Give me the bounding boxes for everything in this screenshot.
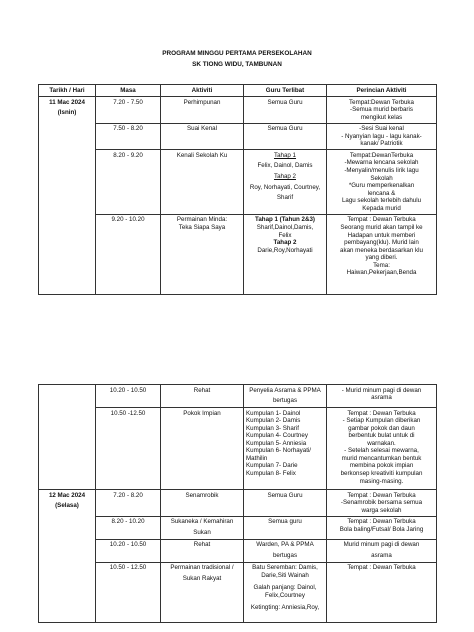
detail-line: Tempat : Dewan Terbuka (347, 216, 416, 224)
aktiviti-cell: Rehat (161, 539, 244, 562)
detail-line: Bola baling/Futsal/ Bola Jaring (339, 525, 424, 533)
teacher-list: Ketingting: Anniesia,Roy, (250, 604, 320, 612)
detail-line: pembayang(klu). Murid lain (344, 239, 419, 247)
teacher-list: Felix, Dainol, Damis (257, 162, 313, 170)
document-title: PROGRAM MINGGU PERTAMA PERSEKOLAHAN (162, 50, 312, 57)
teacher-list: Kumpulan 5- Anniesia (246, 439, 307, 447)
perincian-cell (327, 516, 437, 539)
header-guru: Guru Terlibat (244, 85, 327, 97)
schedule-table-page1 (38, 84, 437, 295)
perincian-cell (327, 539, 437, 562)
day-cell-empty (39, 385, 96, 490)
perincian-cell (327, 150, 437, 215)
detail-line: mengikut kelas (360, 113, 403, 121)
teacher-list: Darie,Siti Wainah (261, 571, 309, 579)
table-row (39, 539, 437, 562)
masa-cell: 10.50 -12.50 (96, 408, 161, 490)
detail-line: berbentuk bulat untuk di (348, 432, 415, 440)
masa-cell: 10.20 - 10.50 (96, 539, 161, 562)
masa-cell: 10.50 - 12.50 (96, 562, 161, 622)
header-perincian: Perincian Aktiviti (327, 85, 437, 97)
group-label: Tahap 1 (Tahun 2&3) (255, 216, 315, 224)
detail-line: membina pokok impian (349, 462, 414, 470)
perincian-cell (327, 490, 437, 517)
guru-cell (244, 214, 327, 294)
teacher-list: Kumpulan 7- Darie (246, 462, 298, 470)
teacher-list: Kumpulan 6- Norhayati/ (246, 447, 312, 455)
teacher-list: Batu Seremban: Damis, (252, 564, 318, 572)
detail-line: Tempat:Dewan Terbuka (349, 98, 414, 106)
detail-line: Kepada murid (362, 204, 401, 212)
detail-line: *Guru memperkenalkan (348, 182, 415, 190)
guru-cell (244, 408, 327, 490)
guru-cell: Semua guru (244, 516, 327, 539)
detail-line: warnakan. (367, 439, 396, 447)
detail-line: kanak/ Patriotik (360, 140, 403, 148)
detail-line: - Nyanyian lagu - lagu kanak- (341, 132, 422, 140)
aktiviti-cell (161, 516, 244, 539)
aktiviti-cell: Suai Kenal (161, 123, 244, 150)
guru-cell (244, 150, 327, 215)
group-label: Tahap 2 (273, 173, 297, 180)
teacher-list: Kumpulan 4- Courtney (246, 432, 308, 440)
teacher-list: Darie,Roy,Norhayati (257, 246, 313, 254)
detail-line: Tempat : Dewan Terbuka (347, 518, 416, 526)
activity-line: Teka Siapa Saya (178, 223, 226, 231)
day-name: (Selasa) (55, 502, 79, 510)
detail-line: yang diberi. (365, 254, 398, 262)
perincian-cell (327, 214, 437, 294)
teacher-list: Penyelia Asrama & PPMA (249, 386, 321, 394)
detail-line: -Senamrobik bersama semua (340, 499, 423, 507)
perincian-cell (327, 123, 437, 150)
perincian-cell (327, 408, 437, 490)
aktiviti-cell: Kenali Sekolah Ku (161, 150, 244, 215)
table-row (39, 123, 437, 150)
detail-line: Tempat : Dewan Terbuka (347, 564, 416, 572)
masa-cell: 10.20 - 10.50 (96, 385, 161, 408)
table-row (39, 385, 437, 408)
aktiviti-cell: Pokok Impian (161, 408, 244, 490)
detail-line: berkonsep kreativiti kumpulan (340, 470, 423, 477)
detail-line: gambar pokok dan daun (348, 424, 415, 432)
guru-cell (244, 539, 327, 562)
aktiviti-cell (161, 214, 244, 294)
masa-cell: 8.20 - 10.20 (96, 516, 161, 539)
detail-line: Tema: (373, 261, 390, 269)
activity-line: Sukaneka / Kemahiran (170, 518, 234, 526)
teacher-list: Kumpulan 1- Dainol (246, 409, 301, 417)
detail-line: -Semua murid berbaris (350, 106, 413, 114)
teacher-list: Kumpulan 2- Damis (246, 417, 301, 425)
teacher-list: Kumpulan 8- Felix (246, 470, 296, 477)
detail-line: asrama (371, 394, 392, 402)
guru-cell (244, 385, 327, 408)
detail-line: Tempat : Dewan Terbuka (347, 409, 416, 417)
perincian-cell (327, 97, 437, 124)
perincian-cell (327, 562, 437, 622)
detail-line: Hadapan untuk memberi (347, 231, 416, 239)
teacher-list: Mathilin (246, 454, 268, 462)
perincian-cell (327, 385, 437, 408)
teacher-list: Kumpulan 3- Sharif (246, 424, 299, 432)
detail-line: Tempat : Dewan Terbuka (347, 491, 416, 499)
guru-cell (244, 562, 327, 622)
detail-line: -Menyalin/menulis lirik lagu (344, 167, 419, 174)
header-aktiviti: Aktiviti (161, 85, 244, 97)
table-row (39, 516, 437, 539)
day-date: 11 Mac 2024 (49, 98, 85, 106)
detail-line: lencana & (367, 189, 396, 197)
detail-line: Lagu sekolah terlebih dahulu (341, 197, 422, 205)
detail-line: warga sekolah (361, 506, 402, 514)
detail-line: Murid minum pagi di dewan (343, 541, 420, 549)
table-row (39, 562, 437, 622)
aktiviti-cell: Perhimpunan (161, 97, 244, 124)
table-row (39, 150, 437, 215)
table-row (39, 97, 437, 124)
activity-line: Permainan Minda: (176, 216, 228, 224)
guru-cell: Semua Guru (244, 123, 327, 150)
group-label: Tahap 2 (273, 239, 297, 247)
group-label: Tahap 1 (273, 151, 297, 159)
detail-line: asrama (371, 551, 392, 559)
masa-cell: 7.50 - 8.20 (96, 123, 161, 150)
aktiviti-cell: Rehat (161, 385, 244, 408)
teacher-list: Felix (278, 231, 292, 239)
header-tarikh: Tarikh / Hari (39, 85, 96, 97)
detail-line: Sekolah (370, 174, 393, 182)
table-row (39, 214, 437, 294)
teacher-list: Roy, Norhayati, Courtney, (249, 183, 321, 191)
detail-line: Haiwan,Pekerjaan,Benda (346, 269, 417, 277)
guru-cell: Semua Guru (244, 97, 327, 124)
detail-line: masing-masing. (359, 477, 404, 485)
detail-line: - Murid minum pagi di dewan (341, 386, 422, 394)
table-row (39, 408, 437, 490)
teacher-list: Galah panjang: Dainol, (253, 584, 317, 592)
aktiviti-cell (161, 562, 244, 622)
masa-cell: 9.20 - 10.20 (96, 214, 161, 294)
teacher-list: bertugas (272, 551, 298, 559)
detail-line: Tempat:DewanTerbuka (349, 151, 414, 159)
teacher-list: Sharif,Dainol,Damis, (256, 223, 314, 231)
teacher-list: bertugas (272, 397, 298, 405)
detail-line: Seorang murid akan tampil ke (340, 223, 423, 231)
masa-cell: 7.20 - 8.20 (96, 490, 161, 517)
detail-line: - Setiap Kumpulan diberikan (342, 417, 421, 425)
masa-cell: 8.20 - 9.20 (96, 150, 161, 215)
detail-line: murid mencantumkan bentuk (341, 454, 422, 462)
teacher-list: Felix,Courtney (265, 591, 305, 599)
teacher-list: Warden, PA & PPMA (256, 541, 314, 549)
day-name: (Isnin) (57, 109, 77, 117)
guru-cell: Semua Guru (244, 490, 327, 517)
schedule-table-page2 (38, 384, 437, 623)
day-date: 12 Mac 2024 (48, 491, 86, 499)
school-name: SK TIONG WIDU, TAMBUNAN (192, 61, 282, 68)
table-row (39, 490, 437, 517)
detail-line: - Setelah selesai mewarna, (344, 447, 419, 455)
detail-line: -Sesi Suai kenal (359, 125, 404, 133)
activity-line: Sukan Rakyat (182, 574, 222, 582)
detail-line: -Mewarna lencana sekolah (344, 159, 419, 167)
masa-cell: 7.20 - 7.50 (96, 97, 161, 124)
detail-line: akan meneka berdasarkan klu (340, 246, 423, 254)
table-header-row (39, 85, 437, 97)
header-masa: Masa (96, 85, 161, 97)
day-cell (39, 490, 96, 623)
aktiviti-cell: Senamrobik (161, 490, 244, 517)
activity-line: Permainan tradisional / (170, 564, 234, 572)
day-cell (39, 97, 96, 295)
teacher-list: Sharif (276, 194, 294, 202)
activity-line: Sukan (193, 528, 211, 536)
